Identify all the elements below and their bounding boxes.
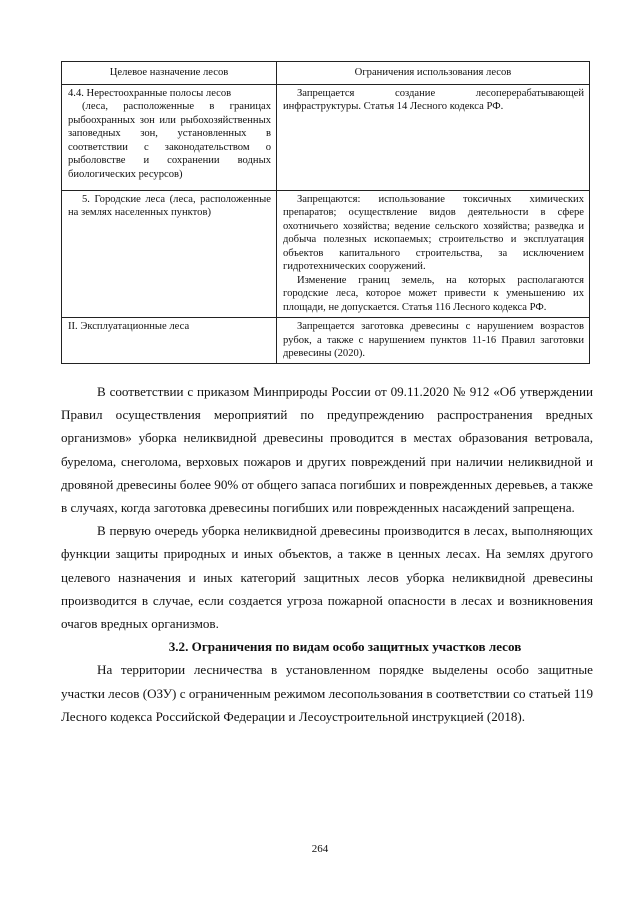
purpose-cell xyxy=(62,85,277,191)
paragraph: В соответствии с приказом Минприроды России от 09.11.2020 № 912 «Об утверждении Правил осуществления мероприятий по предупреждению распространения вредных организмов» уборка неликвидной древесины проводится в местах образования ветровала, бурелома, снеголома, верховых пожаров и других повреждений при наличии неликвидной и дровяной древесины более 90% от общего запаса погибших и поврежденных деревьев, а также в случаях, когда заготовка древесины погибших или поврежденных насаждений запрещена. xyxy=(61,384,593,516)
purpose-cell xyxy=(62,318,277,364)
restriction-cell xyxy=(277,85,590,191)
restriction-text: Запрещаются: использование токсичных химических препаратов; осуществление видов деятельности в сфере охотничьего хозяйства; ведение сельского хозяйства; разведка и добыча полезных ископаемых; строительство и эксплуатация объектов капитального строительства, за исключением гидротехнических сооружений. xyxy=(283,194,584,273)
restriction-text: Изменение границ земель, на которых располагаются городские леса, которое может привести к уменьшению их площади, не допускается. Статья 116 Лесного кодекса РФ. xyxy=(283,274,584,313)
header-restrictions: Ограничения использования лесов xyxy=(277,62,590,85)
purpose-title: 4.4. Нерестоохранные полосы лесов xyxy=(68,88,232,99)
body-text xyxy=(61,380,593,728)
paragraph: В первую очередь уборка неликвидной древесины производится в лесах, выполняющих функции защиты природных и иных объектов, а также в ценных лесах. На землях другого целевого назначения и иных категорий защитных лесов уборка неликвидной древесины производится в случае, если создается угроза пожарной опасности в лесах и возникновения очагов вредных организмов. xyxy=(61,523,593,632)
purpose-title: II. Эксплуатационные леса xyxy=(68,321,190,333)
header-purpose: Целевое назначение лесов xyxy=(62,62,277,85)
restrictions-table xyxy=(61,61,590,364)
restriction-cell xyxy=(277,318,590,364)
page-number: 264 xyxy=(311,843,329,855)
table-row xyxy=(62,85,590,191)
paragraph: На территории лесничества в установленном порядке выделены особо защитные участки лесов (ОЗУ) с ограниченным режимом лесопользования в соответствии со статьей 119 Лесного кодекса Российской Федерации и Лесоустроительной инструкцией (2018). xyxy=(61,662,593,724)
restriction-text: Запрещается заготовка древесины с нарушением возрастов рубок, а также с нарушением пунктов 11-16 Правил заготовки древесины (2020). xyxy=(283,321,584,359)
restriction-text: Запрещается создание лесоперерабатывающей инфраструктуры. Статья 14 Лесного кодекса РФ. xyxy=(283,88,584,113)
restriction-cell xyxy=(277,191,590,318)
section-heading: 3.2. Ограничения по видам особо защитных участков лесов xyxy=(168,639,522,655)
table-row xyxy=(62,191,590,318)
purpose-title: 5. Городские леса (леса, расположенные на землях населенных пунктов) xyxy=(68,194,271,219)
table-row xyxy=(62,318,590,364)
purpose-text: (леса, расположенные в границах рыбоохранных зон или рыбохозяйственных заповедных зон, установленных в соответствии с законодательством о рыболовстве и сохранении водных биологических ресурсов) xyxy=(68,101,271,180)
purpose-cell xyxy=(62,191,277,318)
table-header-row xyxy=(62,62,590,85)
